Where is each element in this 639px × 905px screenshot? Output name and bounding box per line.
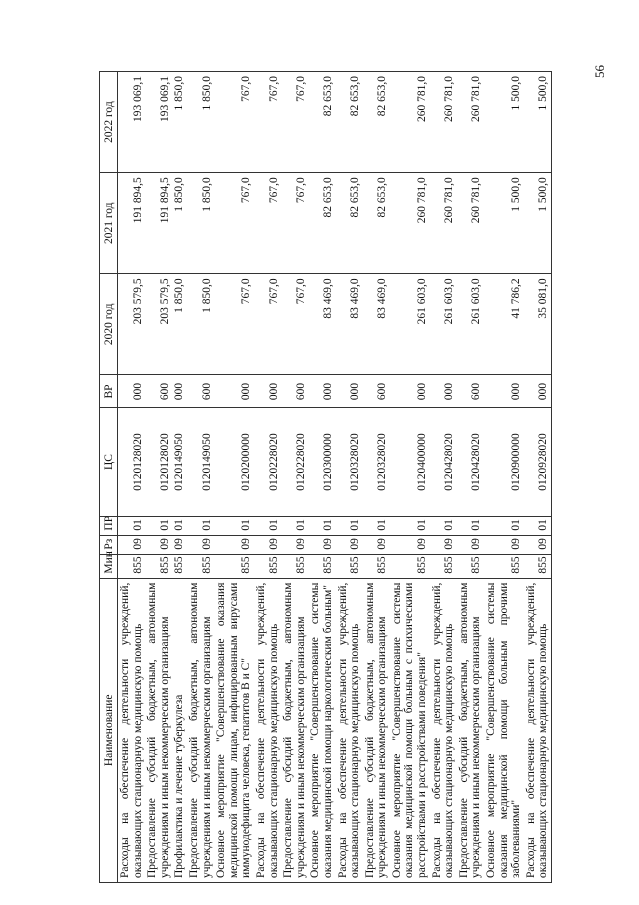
row-vr-cell: 000 [524,375,552,408]
row-rz-cell: 09 [390,535,430,554]
table-row [457,72,484,883]
row-2021-cell: 191 894,5 [118,173,146,274]
row-2022-cell: 767,0 [281,72,308,173]
row-rz-cell: 09 [308,535,335,554]
row-cs-cell: 0120149050 [172,408,187,516]
row-vr-cell: 000 [336,375,363,408]
row-2022-cell: 260 781,0 [457,72,484,173]
row-cs-cell: 0120328020 [336,408,363,516]
row-2022-cell: 260 781,0 [430,72,457,173]
row-pr-cell: 01 [254,516,281,535]
row-2022-cell: 82 653,0 [336,72,363,173]
row-rz-cell: 09 [430,535,457,554]
header-rz: Рз [100,535,118,554]
row-pr-cell: 01 [390,516,430,535]
row-2020-cell: 203 579,5 [145,274,172,375]
row-2020-cell: 83 469,0 [363,274,390,375]
row-2020-cell: 1 850,0 [172,274,187,375]
row-rz-cell: 09 [254,535,281,554]
row-name-cell: Предоставление субсидий бюджетным, автономным учреждениям и иным некоммерческим организациям [187,578,214,882]
row-name-cell: Основное мероприятие "Совершенствование оказания медицинской помощи лицам, инфицированным вирусами иммунодефицита человека, гепатитов В и С" [214,578,254,882]
row-rz-cell: 09 [145,535,172,554]
row-pr-cell: 01 [308,516,335,535]
rotated-page-content [99,71,589,883]
row-name-cell: Расходы на обеспечение деятельности учреждений, оказывающих стационарную медицинскую помощь [254,578,281,882]
row-name-cell: Расходы на обеспечение деятельности учреждений, оказывающих стационарную медицинскую помощь [430,578,457,882]
row-2020-cell: 41 786,2 [484,274,524,375]
header-pr: ПР [100,516,118,535]
row-2022-cell: 193 069,1 [118,72,146,173]
row-vr-cell: 600 [187,375,214,408]
row-pr-cell: 01 [214,516,254,535]
row-min-cell: 855 [390,554,430,578]
row-vr-cell: 000 [118,375,146,408]
row-rz-cell: 09 [524,535,552,554]
row-name-cell: Предоставление субсидий бюджетным, автономным учреждениям и иным некоммерческим организациям [145,578,172,882]
row-rz-cell: 09 [214,535,254,554]
table-header-row [100,72,118,883]
page-number: 56 [592,65,607,78]
row-min-cell: 855 [118,554,146,578]
table-row [214,72,254,883]
row-pr-cell: 01 [524,516,552,535]
row-min-cell: 855 [187,554,214,578]
table-row [524,72,552,883]
row-min-cell: 855 [281,554,308,578]
row-2022-cell: 767,0 [214,72,254,173]
row-2020-cell: 35 081,0 [524,274,552,375]
row-min-cell: 855 [430,554,457,578]
row-2021-cell: 82 653,0 [363,173,390,274]
table-row [145,72,172,883]
row-vr-cell: 000 [172,375,187,408]
row-vr-cell: 000 [484,375,524,408]
row-2022-cell: 1 850,0 [187,72,214,173]
budget-table [99,71,552,883]
row-pr-cell: 01 [281,516,308,535]
row-name-cell: Профилактика и лечение туберкулеза [172,578,187,882]
row-cs-cell: 0120128020 [118,408,146,516]
row-2021-cell: 1 850,0 [172,173,187,274]
row-2021-cell: 767,0 [254,173,281,274]
table-row [308,72,335,883]
row-pr-cell: 01 [118,516,146,535]
row-2022-cell: 767,0 [254,72,281,173]
row-2020-cell: 203 579,5 [118,274,146,375]
table-row [254,72,281,883]
row-2022-cell: 1 500,0 [484,72,524,173]
row-vr-cell: 000 [390,375,430,408]
row-pr-cell: 01 [457,516,484,535]
row-name-cell: Предоставление субсидий бюджетным, автономным учреждениям и иным некоммерческим организациям [457,578,484,882]
row-rz-cell: 09 [172,535,187,554]
table-row [390,72,430,883]
header-name: Наименование [100,578,118,882]
row-name-cell: Основное мероприятие "Совершенствование системы оказания медицинской помощи больным с психическими расстройствами и расстройствами поведения" [390,578,430,882]
row-min-cell: 855 [336,554,363,578]
row-2021-cell: 260 781,0 [457,173,484,274]
row-2021-cell: 260 781,0 [430,173,457,274]
row-cs-cell: 0120149050 [187,408,214,516]
row-2020-cell: 83 469,0 [336,274,363,375]
header-vr: ВР [100,375,118,408]
row-pr-cell: 01 [145,516,172,535]
row-2020-cell: 261 603,0 [457,274,484,375]
table-row [172,72,187,883]
header-2021: 2021 год [100,173,118,274]
row-pr-cell: 01 [172,516,187,535]
row-2021-cell: 260 781,0 [390,173,430,274]
row-name-cell: Предоставление субсидий бюджетным, автономным учреждениям и иным некоммерческим организациям [363,578,390,882]
header-2020: 2020 год [100,274,118,375]
header-min: Мин [100,554,118,578]
row-2022-cell: 260 781,0 [390,72,430,173]
row-2020-cell: 1 850,0 [187,274,214,375]
row-name-cell: Основное мероприятие "Совершенствование системы оказания медицинской помощи больным прочими заболеваниями" [484,578,524,882]
row-2022-cell: 82 653,0 [308,72,335,173]
row-cs-cell: 0120328020 [363,408,390,516]
row-name-cell: Предоставление субсидий бюджетным, автономным учреждениям и иным некоммерческим организациям [281,578,308,882]
row-rz-cell: 09 [281,535,308,554]
row-2021-cell: 82 653,0 [336,173,363,274]
row-2021-cell: 1 500,0 [484,173,524,274]
table-row [336,72,363,883]
row-2022-cell: 1 850,0 [172,72,187,173]
row-rz-cell: 09 [187,535,214,554]
row-min-cell: 855 [145,554,172,578]
row-rz-cell: 09 [118,535,146,554]
table-body [118,72,552,883]
row-cs-cell: 0120228020 [254,408,281,516]
row-pr-cell: 01 [363,516,390,535]
row-vr-cell: 600 [457,375,484,408]
row-rz-cell: 09 [363,535,390,554]
row-cs-cell: 0120300000 [308,408,335,516]
header-2022: 2022 год [100,72,118,173]
row-rz-cell: 09 [457,535,484,554]
row-2021-cell: 82 653,0 [308,173,335,274]
row-cs-cell: 0120400000 [390,408,430,516]
row-2021-cell: 767,0 [214,173,254,274]
row-2020-cell: 767,0 [254,274,281,375]
row-name-cell: Расходы на обеспечение деятельности учреждений, оказывающих стационарную медицинскую помощь [336,578,363,882]
row-2020-cell: 83 469,0 [308,274,335,375]
row-rz-cell: 09 [336,535,363,554]
row-cs-cell: 0120428020 [457,408,484,516]
table-row [430,72,457,883]
table-row [187,72,214,883]
row-cs-cell: 0120200000 [214,408,254,516]
row-min-cell: 855 [214,554,254,578]
row-cs-cell: 0120928020 [524,408,552,516]
row-2021-cell: 1 500,0 [524,173,552,274]
row-vr-cell: 000 [254,375,281,408]
row-pr-cell: 01 [430,516,457,535]
row-2020-cell: 767,0 [281,274,308,375]
table-row [484,72,524,883]
row-2022-cell: 1 500,0 [524,72,552,173]
row-min-cell: 855 [254,554,281,578]
table-row [363,72,390,883]
row-cs-cell: 0120428020 [430,408,457,516]
row-name-cell: Основное мероприятие "Совершенствование системы оказания медицинской помощи наркологическим больным" [308,578,335,882]
row-rz-cell: 09 [484,535,524,554]
row-min-cell: 855 [484,554,524,578]
row-min-cell: 855 [308,554,335,578]
row-2020-cell: 261 603,0 [430,274,457,375]
row-pr-cell: 01 [187,516,214,535]
row-2021-cell: 1 850,0 [187,173,214,274]
row-2021-cell: 767,0 [281,173,308,274]
row-min-cell: 855 [524,554,552,578]
row-vr-cell: 000 [214,375,254,408]
row-cs-cell: 0120228020 [281,408,308,516]
row-vr-cell: 000 [308,375,335,408]
row-2022-cell: 82 653,0 [363,72,390,173]
row-2020-cell: 261 603,0 [390,274,430,375]
row-2022-cell: 193 069,1 [145,72,172,173]
row-vr-cell: 000 [430,375,457,408]
row-min-cell: 855 [363,554,390,578]
table-row [118,72,146,883]
table-row [281,72,308,883]
row-2021-cell: 191 894,5 [145,173,172,274]
row-cs-cell: 0120900000 [484,408,524,516]
row-min-cell: 855 [457,554,484,578]
row-2020-cell: 767,0 [214,274,254,375]
row-vr-cell: 600 [281,375,308,408]
row-pr-cell: 01 [336,516,363,535]
row-name-cell: Расходы на обеспечение деятельности учреждений, оказывающих стационарную медицинскую помощь [524,578,552,882]
row-cs-cell: 0120128020 [145,408,172,516]
header-cs: ЦС [100,408,118,516]
row-vr-cell: 600 [363,375,390,408]
row-pr-cell: 01 [484,516,524,535]
row-vr-cell: 600 [145,375,172,408]
row-name-cell: Расходы на обеспечение деятельности учреждений, оказывающих стационарную медицинскую помощь [118,578,146,882]
row-min-cell: 855 [172,554,187,578]
